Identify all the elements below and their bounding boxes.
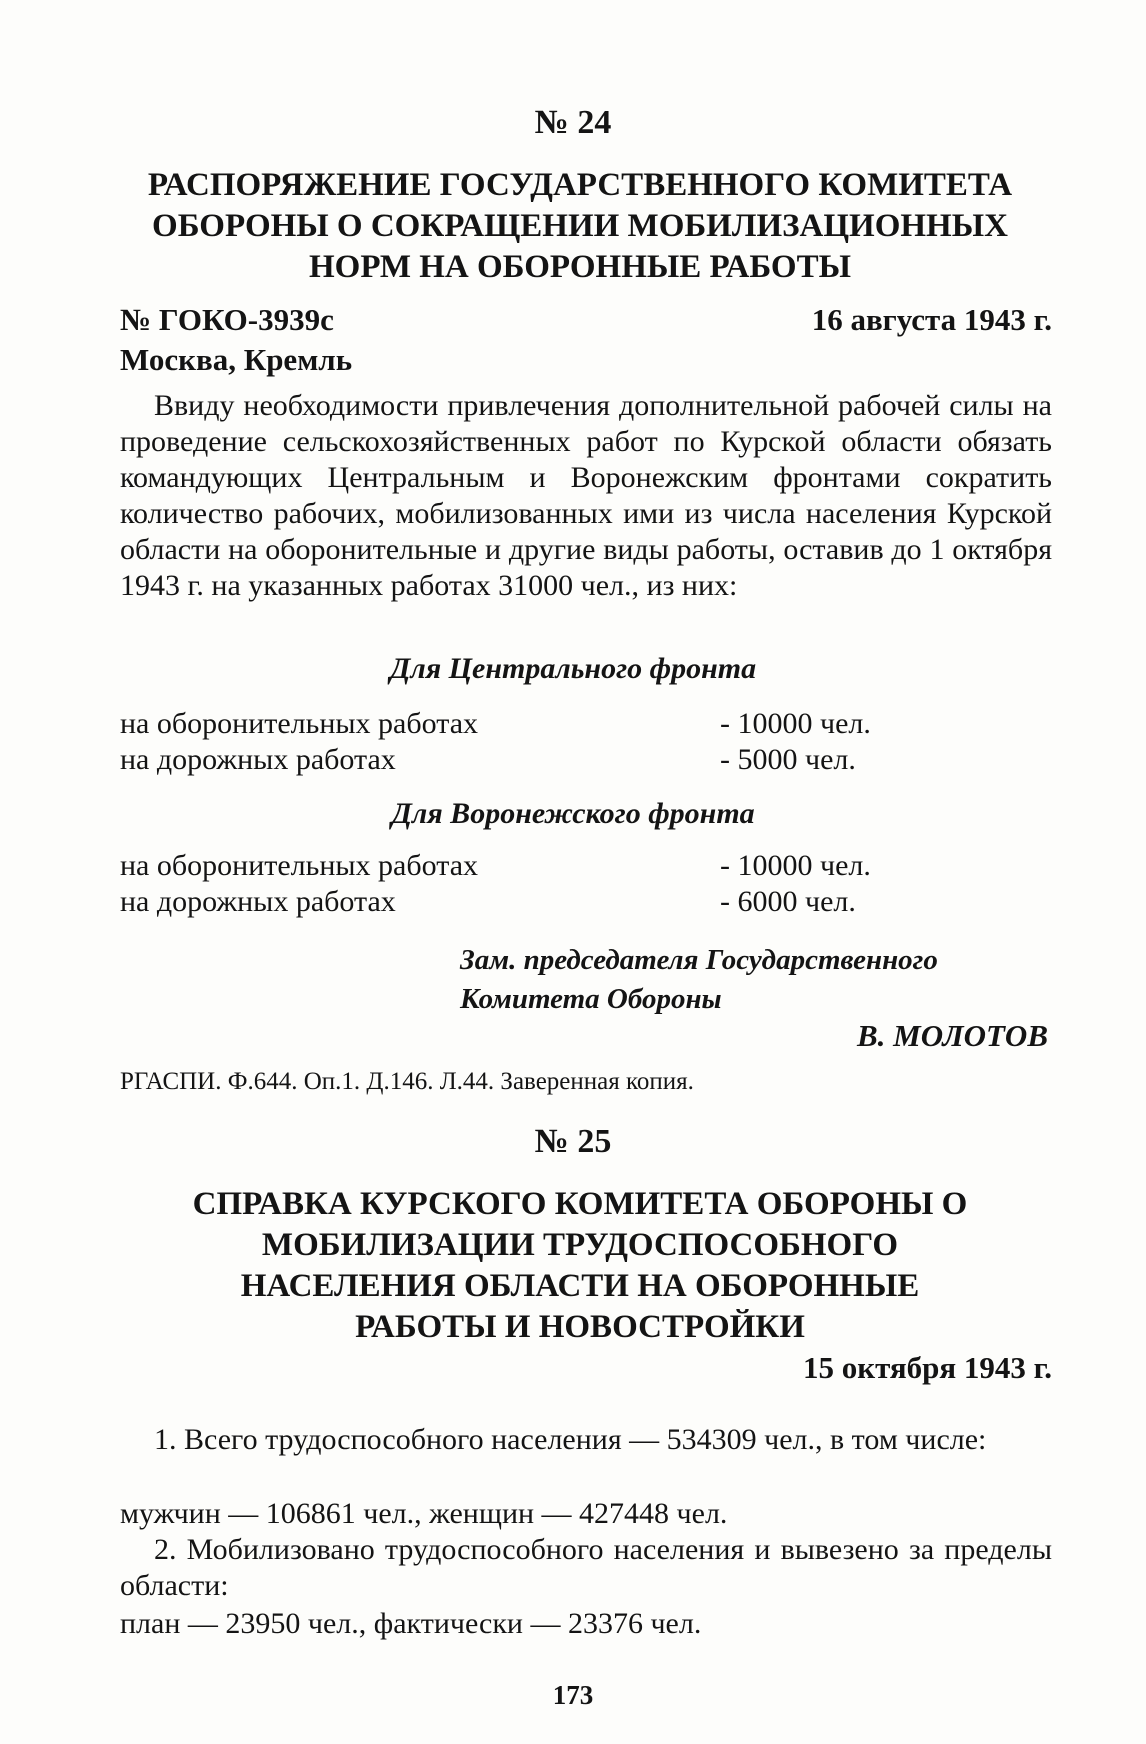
doc24-voronezh-heading: Для Воронежского фронта [391, 797, 755, 830]
row-value: - 10000 чел. [720, 849, 871, 882]
row-label: на дорожных работах [120, 885, 396, 918]
doc24-signature-name: В. МОЛОТОВ [856, 1018, 1048, 1053]
row-value: - 5000 чел. [720, 743, 856, 776]
doc25-title: СПРАВКА КУРСКОГО КОМИТЕТА ОБОРОНЫ О МОБИЛИЗАЦИИ ТРУДОСПОСОБНОГО НАСЕЛЕНИЯ ОБЛАСТИ НА ОБОРОННЫЕ РАБОТЫ И НОВОСТРОЙКИ [192, 1186, 968, 1345]
doc24-central-heading: Для Центрального фронта [389, 652, 757, 685]
doc25-number: № 25 [534, 1123, 612, 1160]
row-label: на оборонительных работах [120, 707, 479, 740]
page-number: 173 [552, 1680, 594, 1710]
doc24-source: РГАСПИ. Ф.644. Оп.1. Д.146. Л.44. Заверенная копия. [120, 1068, 694, 1095]
doc24-number: № 24 [534, 104, 612, 141]
doc25-item-2: 2. Мобилизовано трудоспособного населения и вывезено за пределы области: [120, 1533, 1052, 1602]
doc24-title: РАСПОРЯЖЕНИЕ ГОСУДАРСТВЕННОГО КОМИТЕТА ОБОРОНЫ О СОКРАЩЕНИИ МОБИЛИЗАЦИОННЫХ НОРМ НА ОБОРОННЫЕ РАБОТЫ [147, 167, 1013, 285]
doc24-reg-number: № ГОКО-3939с [120, 302, 334, 337]
doc24-signature-position-2: Комитета Обороны [460, 983, 722, 1015]
row-label: на оборонительных работах [120, 849, 479, 882]
doc24-signature-position-1: Зам. председателя Государственного [460, 944, 938, 976]
row-value: - 6000 чел. [720, 885, 856, 918]
doc25-item-1-detail: мужчин — 106861 чел., женщин — 427448 чел. [120, 1497, 728, 1530]
row-label: на дорожных работах [120, 743, 396, 776]
doc25-item-1: 1. Всего трудоспособного населения — 534309 чел., в том числе: [154, 1423, 987, 1456]
doc24-body: Ввиду необходимости привлечения дополнительной рабочей силы на проведение сельскохозяйственных работ по Курской области обязать командующих Центральным и Воронежским фронтами сократить количество рабочих, мобилизованных ими из числа населения Курской области на оборонительные и другие виды работы, оставив до 1 октября 1943 г. на указанных работах 31000 чел., из них: [120, 389, 1052, 602]
doc25-item-2-detail: план — 23950 чел., фактически — 23376 чел. [120, 1607, 702, 1640]
doc25-date: 15 октября 1943 г. [802, 1350, 1052, 1385]
doc24-place: Москва, Кремль [120, 342, 353, 377]
doc24-date: 16 августа 1943 г. [811, 302, 1052, 337]
row-value: - 10000 чел. [720, 707, 871, 740]
